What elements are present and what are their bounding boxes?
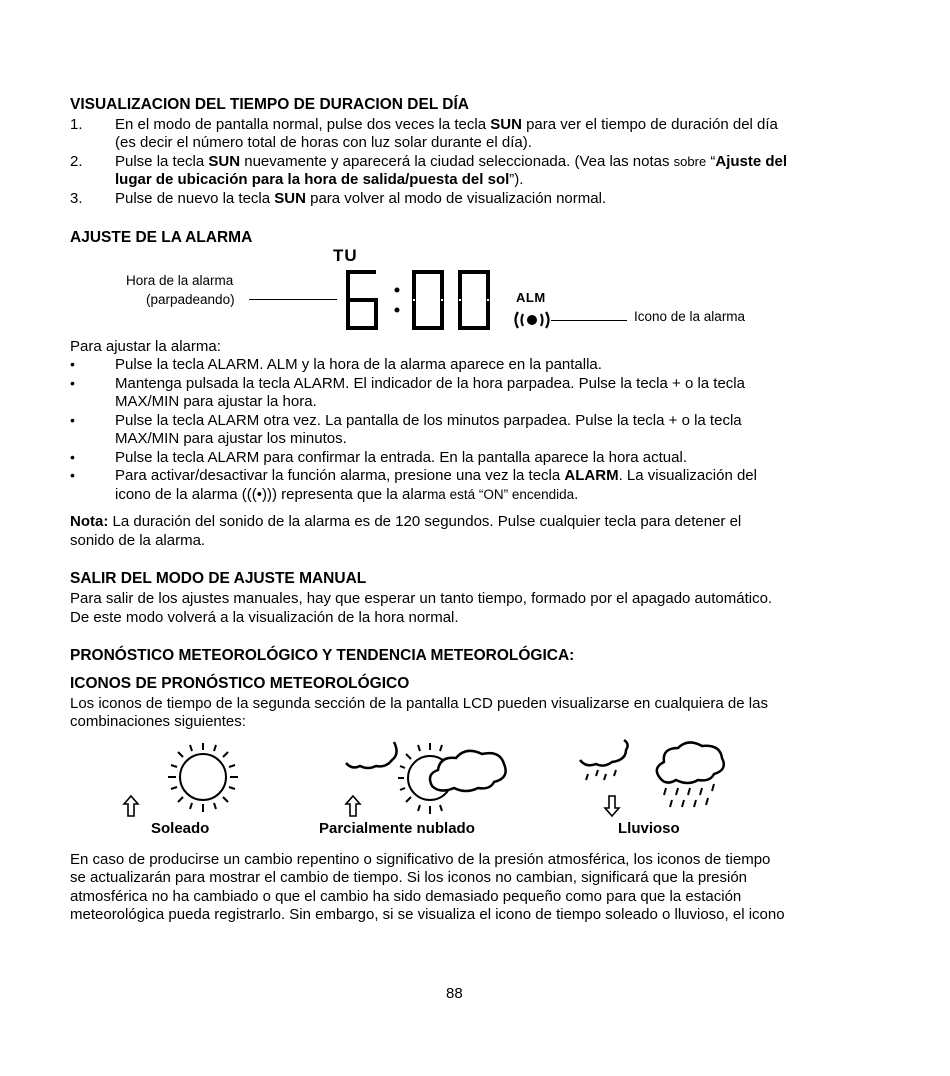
arrow-down-icon (603, 795, 621, 817)
alarm-bell-icon (512, 308, 552, 332)
section-subtitle-icons: ICONOS DE PRONÓSTICO METEOROLÓGICO (70, 675, 410, 692)
lcd-day-label: TU (333, 246, 358, 265)
bullet-text: MAX/MIN para ajustar la hora. (115, 393, 317, 410)
list-item-text: Pulse de nuevo la tecla SUN para volver al modo de visualización normal. (115, 190, 607, 207)
note-line: Nota: La duración del sonido de la alarma es de 120 segundos. Pulse cualquier tecla para detener el (70, 513, 742, 530)
bullet-text: Mantenga pulsada la tecla ALARM. El indicador de la hora parpadea. Pulse la tecla + o la tecla (115, 375, 745, 392)
bullet: • (70, 356, 75, 372)
callout-blinking: (parpadeando) (146, 292, 235, 307)
paragraph-line: atmosférica no ha cambiado o que el cambio ha sido demasiado pequeño como para que la estación (70, 888, 742, 905)
arrow-up-icon (344, 795, 362, 817)
alarm-intro: Para ajustar la alarma: (70, 338, 221, 355)
page-number: 88 (446, 985, 463, 1002)
bullet-text: Pulse la tecla ALARM para confirmar la entrada. En la pantalla aparece la hora actual. (115, 449, 687, 466)
section-title-exit: SALIR DEL MODO DE AJUSTE MANUAL (70, 570, 367, 587)
list-number: 1. (70, 116, 83, 133)
callout-alarm-time: Hora de la alarma (126, 273, 234, 288)
bullet-text: icono de la alarma (((•))) representa que la alarma está “ON” encendida. (115, 486, 579, 503)
section-title-forecast: PRONÓSTICO METEOROLÓGICO Y TENDENCIA METEOROLÓGICA: (70, 647, 575, 664)
list-number: 2. (70, 153, 83, 170)
list-item-text: lugar de ubicación para la hora de salida/puesta del sol”). (115, 171, 524, 188)
paragraph-line: se actualizarán para mostrar el cambio de tiempo. Si los iconos no cambian, significará que la presión (70, 869, 748, 886)
partly-cloudy-icon (342, 738, 512, 820)
bullet-text: Para activar/desactivar la función alarma, presione una vez la tecla ALARM. La visualización del (115, 467, 757, 484)
lcd-alm-label: ALM (516, 290, 546, 305)
paragraph-line: Los iconos de tiempo de la segunda sección de la pantalla LCD pueden visualizarse en cualquiera de las (70, 695, 768, 712)
paragraph-line: En caso de producirse un cambio repentino o significativo de la presión atmosférica, los iconos de tiempo (70, 851, 771, 868)
callout-alarm-icon: Icono de la alarma (634, 309, 746, 324)
paragraph-line: Para salir de los ajustes manuales, hay que esperar un tanto tiempo, formado por el apagado automático. (70, 590, 773, 607)
caption-sunny: Soleado (151, 820, 210, 837)
caption-partly-cloudy: Parcialmente nublado (319, 820, 475, 837)
bullet-text: Pulse la tecla ALARM otra vez. La pantalla de los minutos parpadea. Pulse la tecla + o la tecla (115, 412, 742, 429)
list-number: 3. (70, 190, 83, 207)
section-title-alarm: AJUSTE DE LA ALARMA (70, 229, 253, 246)
caption-rainy: Lluvioso (618, 820, 680, 837)
paragraph-line: meteorológica pueda registrarlo. Sin embargo, si se visualiza el icono de tiempo soleado o lluvioso, el icono (70, 906, 785, 923)
bullet-text: Pulse la tecla ALARM. ALM y la hora de la alarma aparece en la pantalla. (115, 356, 602, 373)
bullet-text: MAX/MIN para ajustar los minutos. (115, 430, 347, 447)
lcd-time-display (340, 268, 510, 334)
list-item-text: (es decir el número total de horas con luz solar durante el día). (115, 134, 532, 151)
sunny-icon (160, 740, 250, 820)
bullet: • (70, 467, 75, 483)
paragraph-line: combinaciones siguientes: (70, 713, 246, 730)
list-item-text: En el modo de pantalla normal, pulse dos veces la tecla SUN para ver el tiempo de duración del día (115, 116, 778, 133)
arrow-up-icon (122, 795, 140, 817)
bullet: • (70, 412, 75, 428)
callout-line (249, 299, 337, 300)
callout-line (551, 320, 627, 321)
bullet: • (70, 375, 75, 391)
paragraph-line: De este modo volverá a la visualización de la hora normal. (70, 609, 459, 626)
note-line: sonido de la alarma. (70, 532, 206, 549)
rainy-icon (576, 738, 736, 820)
bullet: • (70, 449, 75, 465)
section-title-daylight: VISUALIZACION DEL TIEMPO DE DURACION DEL DÍA (70, 96, 470, 113)
list-item-text: Pulse la tecla SUN nuevamente y aparecerá la ciudad seleccionada. (Vea las notas sobre “Ajuste del (115, 153, 788, 170)
